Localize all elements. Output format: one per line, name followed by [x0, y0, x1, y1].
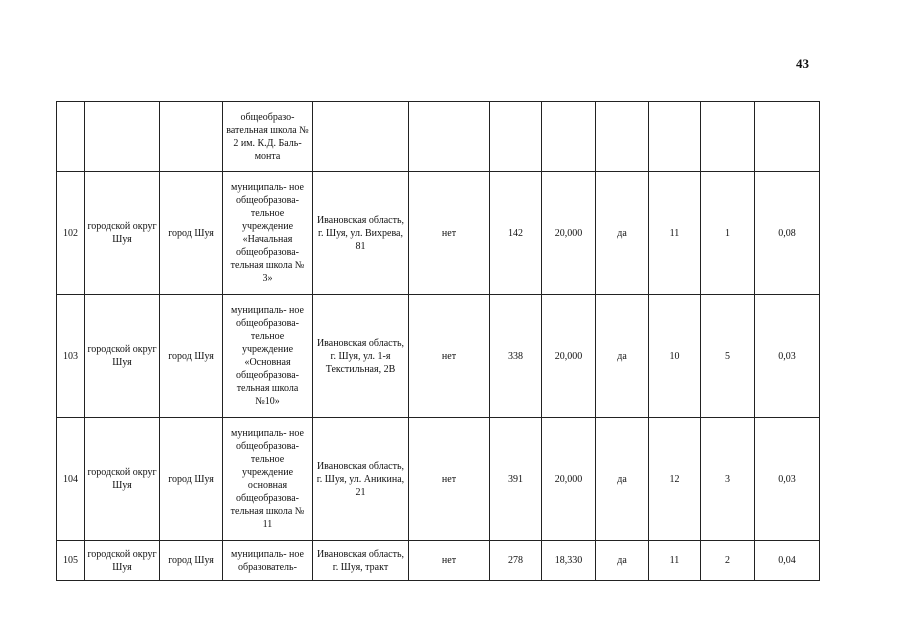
table-row — [57, 295, 820, 418]
cell-count: 278 — [490, 541, 542, 581]
cell-school-name: муниципаль- ное общеобразова- тельное учреждение основная общеобразова- тельная школа № 11 — [223, 418, 313, 541]
cell-col-11: 1 — [701, 172, 755, 295]
cell-flag-1: нет — [409, 172, 490, 295]
cell-city: город Шуя — [160, 541, 223, 581]
table-row — [57, 418, 820, 541]
cell-row-number: 105 — [57, 541, 85, 581]
cell-okrug: городской округ Шуя — [85, 541, 160, 581]
cell-flag-2: да — [596, 418, 649, 541]
cell-address: Ивановская область, г. Шуя, тракт — [313, 541, 409, 581]
cell-col-12: 0,04 — [755, 541, 820, 581]
table-row — [57, 172, 820, 295]
cell-col-11: 2 — [701, 541, 755, 581]
cell-school-name: муниципаль- ное общеобразова- тельное учреждение «Основная общеобразова- тельная школа №10» — [223, 295, 313, 418]
cell-school-name: общеобразо- вательная школа № 2 им. К.Д. Баль- монта — [223, 102, 313, 172]
table-row — [57, 541, 820, 581]
cell-row-number: 102 — [57, 172, 85, 295]
cell-flag-1: нет — [409, 295, 490, 418]
cell-col-12: 0,08 — [755, 172, 820, 295]
cell-empty — [596, 102, 649, 172]
cell-flag-2: да — [596, 172, 649, 295]
cell-okrug: городской округ Шуя — [85, 172, 160, 295]
cell-flag-1: нет — [409, 541, 490, 581]
cell-value: 20,000 — [542, 172, 596, 295]
cell-col-10: 11 — [649, 172, 701, 295]
cell-value: 20,000 — [542, 418, 596, 541]
table-row-continued — [57, 102, 820, 172]
cell-col-11: 3 — [701, 418, 755, 541]
cell-col-10: 11 — [649, 541, 701, 581]
cell-school-name: муниципаль- ное общеобразова- тельное учреждение «Начальная общеобразова- тельная школа № 3» — [223, 172, 313, 295]
cell-address: Ивановская область, г. Шуя, ул. 1-я Текстильная, 2В — [313, 295, 409, 418]
cell-empty — [313, 102, 409, 172]
cell-col-10: 12 — [649, 418, 701, 541]
cell-value: 20,000 — [542, 295, 596, 418]
cell-empty — [85, 102, 160, 172]
cell-empty — [755, 102, 820, 172]
cell-empty — [542, 102, 596, 172]
cell-count: 338 — [490, 295, 542, 418]
cell-value: 18,330 — [542, 541, 596, 581]
cell-empty — [649, 102, 701, 172]
cell-flag-2: да — [596, 541, 649, 581]
cell-empty — [57, 102, 85, 172]
cell-flag-1: нет — [409, 418, 490, 541]
cell-empty — [160, 102, 223, 172]
cell-address: Ивановская область, г. Шуя, ул. Аникина, 21 — [313, 418, 409, 541]
cell-city: город Шуя — [160, 172, 223, 295]
cell-city: город Шуя — [160, 418, 223, 541]
cell-empty — [701, 102, 755, 172]
cell-col-12: 0,03 — [755, 295, 820, 418]
schools-table — [56, 101, 820, 581]
cell-col-10: 10 — [649, 295, 701, 418]
cell-row-number: 104 — [57, 418, 85, 541]
cell-count: 142 — [490, 172, 542, 295]
cell-empty — [409, 102, 490, 172]
cell-school-name: муниципаль- ное образователь- — [223, 541, 313, 581]
cell-count: 391 — [490, 418, 542, 541]
page-number: 43 — [796, 56, 809, 71]
cell-row-number: 103 — [57, 295, 85, 418]
cell-flag-2: да — [596, 295, 649, 418]
cell-empty — [490, 102, 542, 172]
cell-address: Ивановская область, г. Шуя, ул. Вихрева, 81 — [313, 172, 409, 295]
cell-city: город Шуя — [160, 295, 223, 418]
cell-col-12: 0,03 — [755, 418, 820, 541]
cell-okrug: городской округ Шуя — [85, 418, 160, 541]
cell-okrug: городской округ Шуя — [85, 295, 160, 418]
cell-col-11: 5 — [701, 295, 755, 418]
